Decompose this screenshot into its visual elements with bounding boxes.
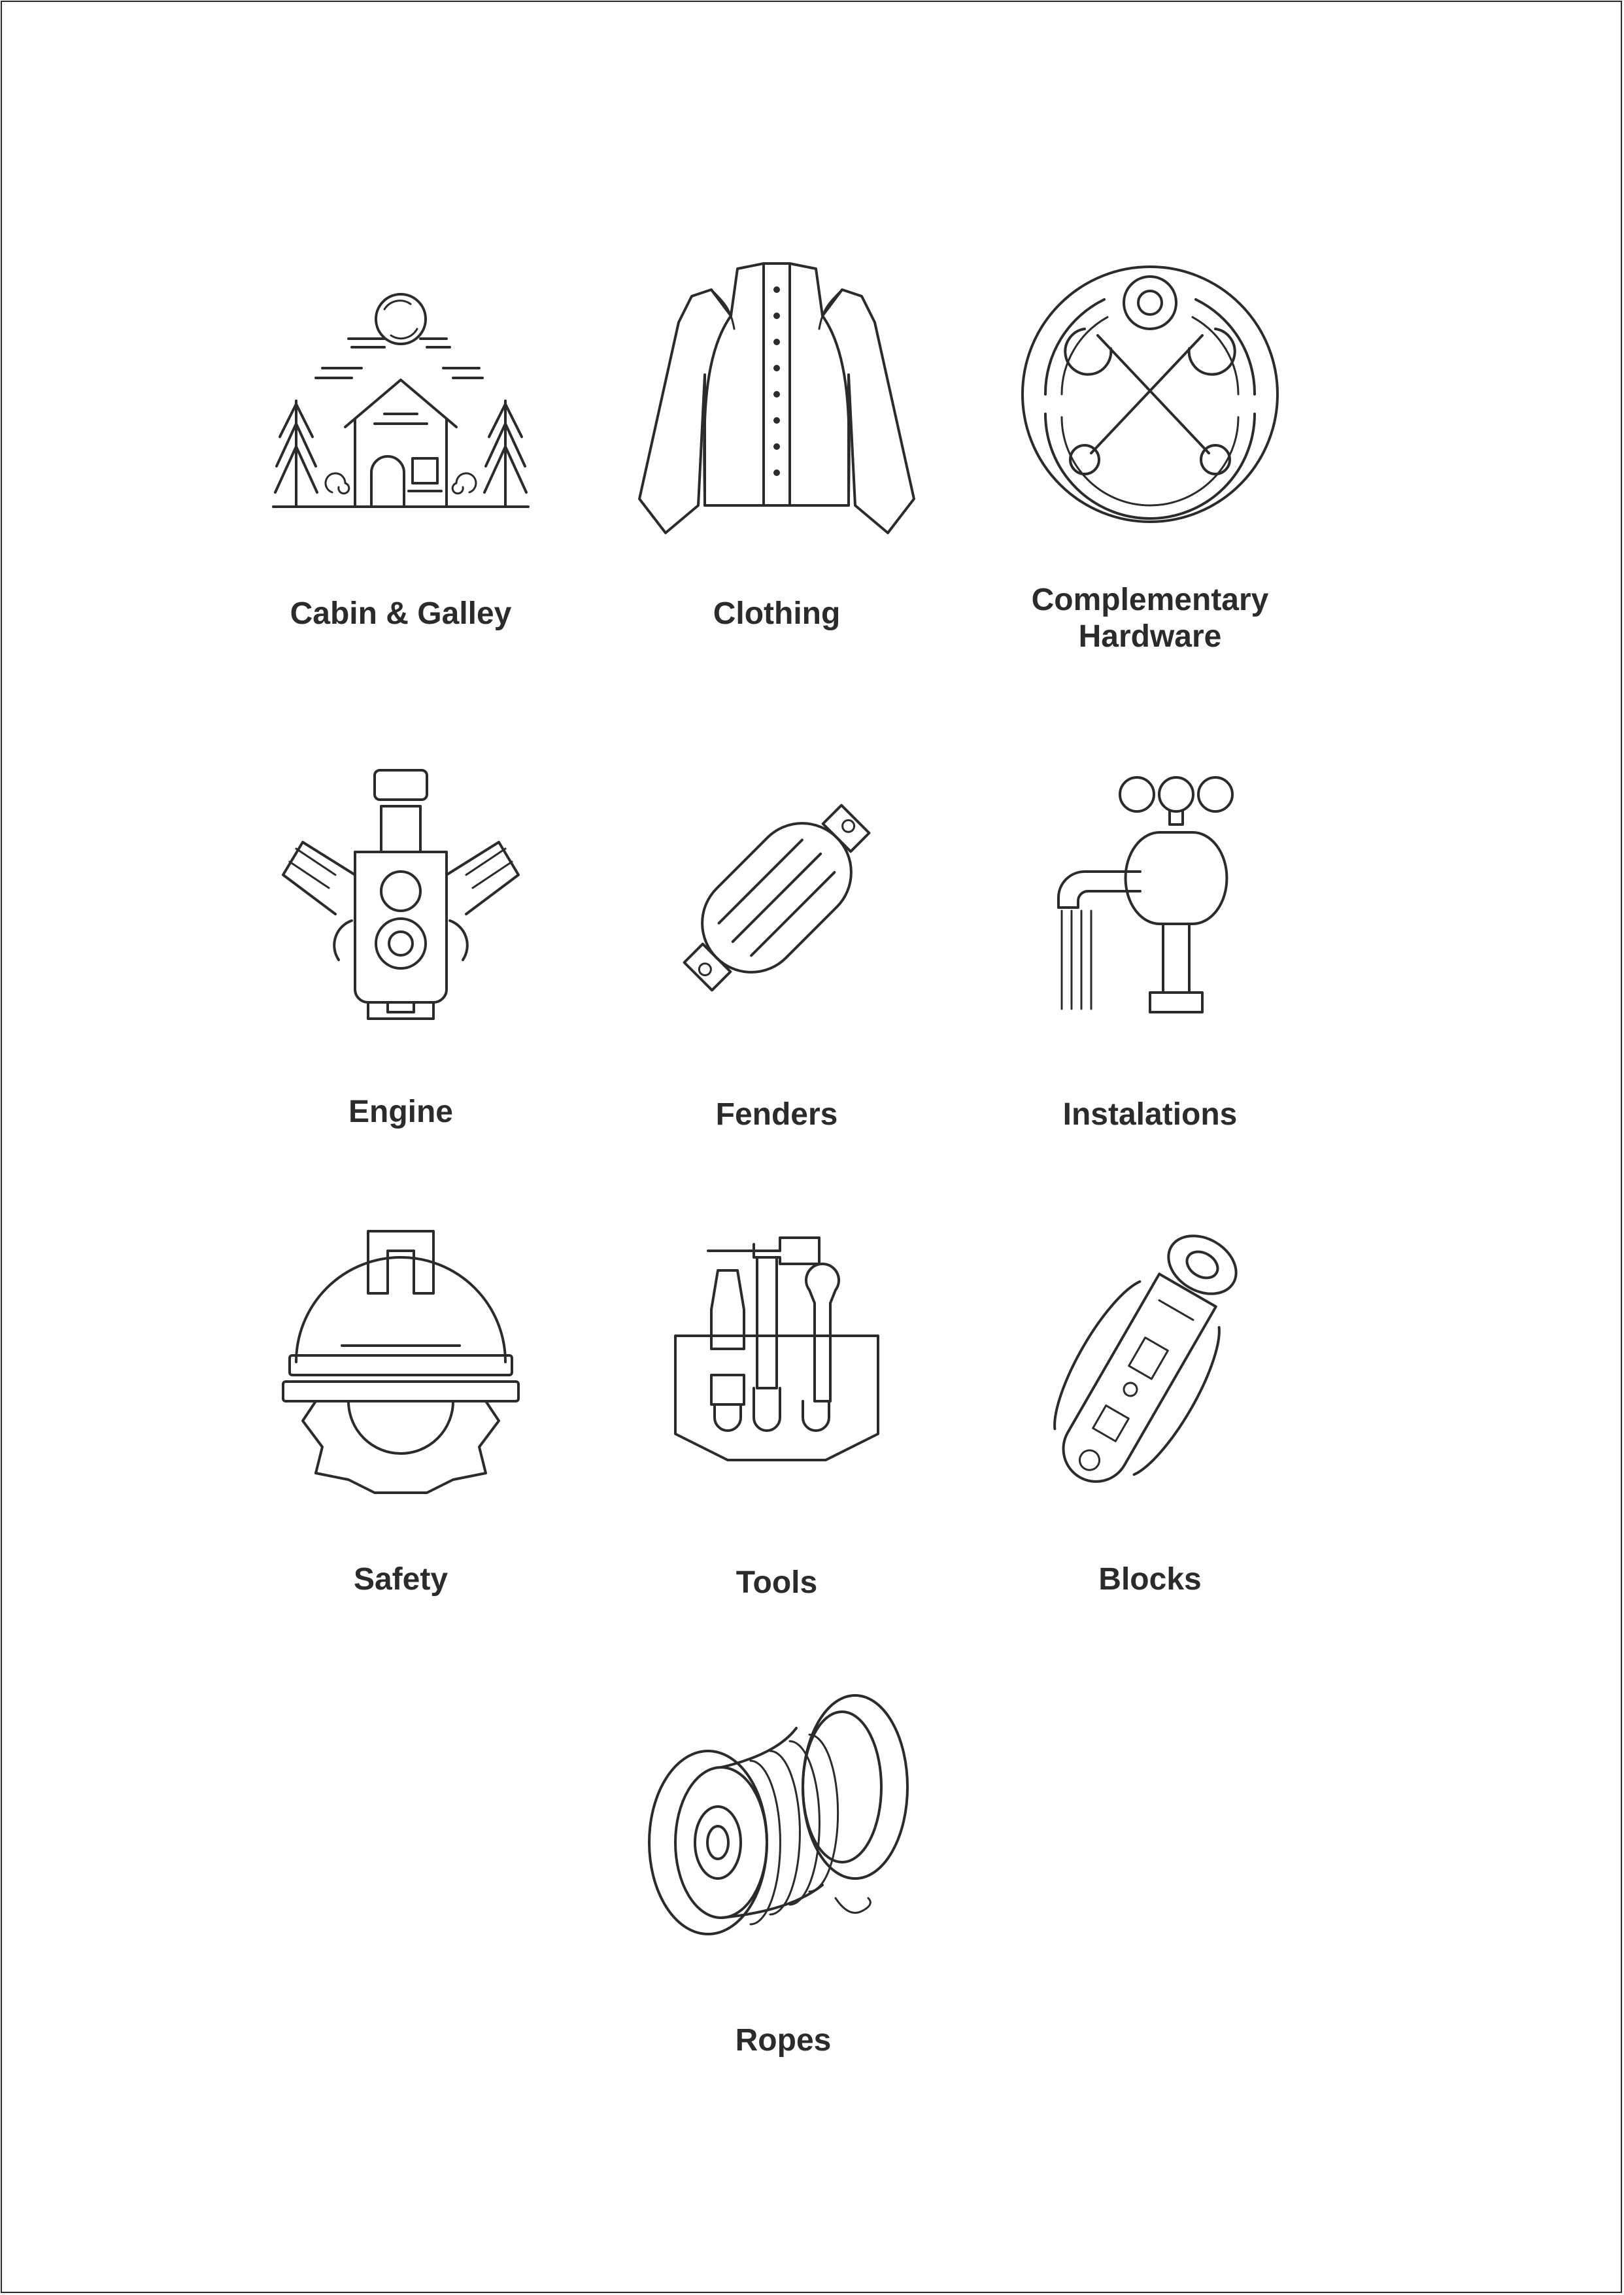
category-tools[interactable] <box>607 1238 947 1656</box>
category-clothing[interactable] <box>607 264 947 682</box>
category-instalations[interactable] <box>980 774 1320 1192</box>
wrench-gear-icon <box>1013 264 1287 512</box>
category-label: Tools <box>736 1565 818 1600</box>
category-label: Cabin & Galley <box>290 596 512 631</box>
category-engine[interactable] <box>231 770 571 1189</box>
category-label: Complementary Hardware <box>1031 583 1269 654</box>
pulley-block-icon <box>1039 1225 1261 1499</box>
fender-icon <box>652 774 901 1022</box>
category-label: Fenders <box>715 1097 838 1132</box>
category-label: Engine <box>348 1095 453 1129</box>
category-blocks[interactable] <box>980 1225 1320 1643</box>
category-label: Blocks <box>1098 1562 1202 1597</box>
jacket-icon <box>626 264 927 538</box>
category-safety[interactable] <box>231 1231 571 1650</box>
page-frame <box>1 1 1622 2293</box>
rope-spool-icon <box>646 1689 921 1950</box>
category-label: Instalations <box>1062 1097 1238 1132</box>
cabin-icon <box>270 283 532 518</box>
category-label: Safety <box>353 1562 448 1597</box>
hard-hat-gear-icon <box>277 1231 525 1499</box>
engine-icon <box>277 770 525 1019</box>
category-label: Ropes <box>735 2023 832 2058</box>
category-label: Clothing <box>713 596 841 631</box>
category-complementary-hardware[interactable] <box>980 264 1320 682</box>
tool-belt-icon <box>672 1238 881 1493</box>
category-fenders[interactable] <box>607 774 947 1192</box>
faucet-icon <box>1039 774 1261 1015</box>
category-cabin-galley[interactable] <box>231 283 571 702</box>
category-ropes[interactable] <box>613 1689 953 2107</box>
